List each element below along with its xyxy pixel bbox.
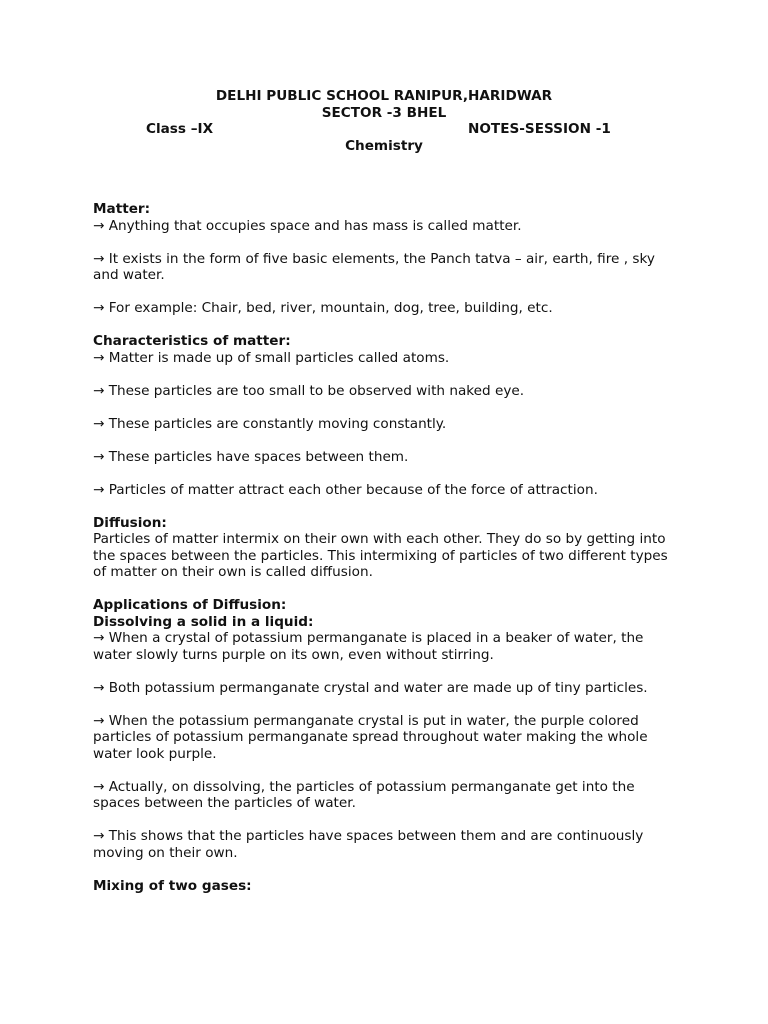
school-name: DELHI PUBLIC SCHOOL RANIPUR,HARIDWAR bbox=[215, 88, 553, 104]
applications-point-5: → This shows that the particles have spaces between them and are continuously moving on their own. bbox=[93, 828, 644, 861]
session-label: NOTES-SESSION -1 bbox=[468, 121, 611, 137]
section-heading-matter: Matter: bbox=[93, 201, 151, 217]
school-sector: SECTOR -3 BHEL bbox=[321, 104, 447, 121]
class-label: Class –IX bbox=[146, 121, 214, 137]
applications-point-1: → When a crystal of potassium permanganate is placed in a beaker of water, the water slowly turns purple on its own, even without stirring. bbox=[93, 630, 644, 663]
section-heading-gases: Mixing of two gases: bbox=[93, 877, 252, 894]
matter-point-2: → It exists in the form of five basic elements, the Panch tatva – air, earth, fire , sky and water. bbox=[93, 250, 655, 283]
matter-point-1: → Anything that occupies space and has mass is called matter. bbox=[93, 217, 522, 234]
characteristics-point-4: → These particles have spaces between them. bbox=[93, 448, 409, 465]
subheading-dissolving: Dissolving a solid in a liquid: bbox=[93, 613, 314, 630]
applications-point-3: → When the potassium permanganate crystal is put in water, the purple colored particles of potassium permanganate spread throughout water making the whole water look purple. bbox=[93, 712, 648, 762]
subject-label: Chemistry bbox=[345, 137, 423, 154]
characteristics-point-2: → These particles are too small to be observed with naked eye. bbox=[93, 382, 525, 399]
section-heading-applications: Applications of Diffusion: bbox=[93, 597, 287, 613]
document-header bbox=[0, 88, 768, 154]
applications-point-4: → Actually, on dissolving, the particles of potassium permanganate get into the spaces between the particles of water. bbox=[93, 778, 635, 811]
notes-body bbox=[93, 201, 683, 894]
matter-point-3: → For example: Chair, bed, river, mountain, dog, tree, building, etc. bbox=[93, 300, 553, 316]
characteristics-point-5: → Particles of matter attract each other because of the force of attraction. bbox=[93, 481, 598, 498]
section-heading-characteristics: Characteristics of matter: bbox=[93, 333, 291, 349]
section-heading-diffusion: Diffusion: bbox=[93, 514, 167, 531]
characteristics-point-3: → These particles are constantly moving constantly. bbox=[93, 415, 447, 432]
class-session-row bbox=[0, 121, 768, 138]
characteristics-point-1: → Matter is made up of small particles called atoms. bbox=[93, 349, 450, 366]
diffusion-definition: Particles of matter intermix on their own with each other. They do so by getting into the spaces between the particles. This intermixing of particles of two different types of matter on their own is called diffusion. bbox=[93, 531, 668, 580]
applications-point-2: → Both potassium permanganate crystal and water are made up of tiny particles. bbox=[93, 679, 648, 696]
